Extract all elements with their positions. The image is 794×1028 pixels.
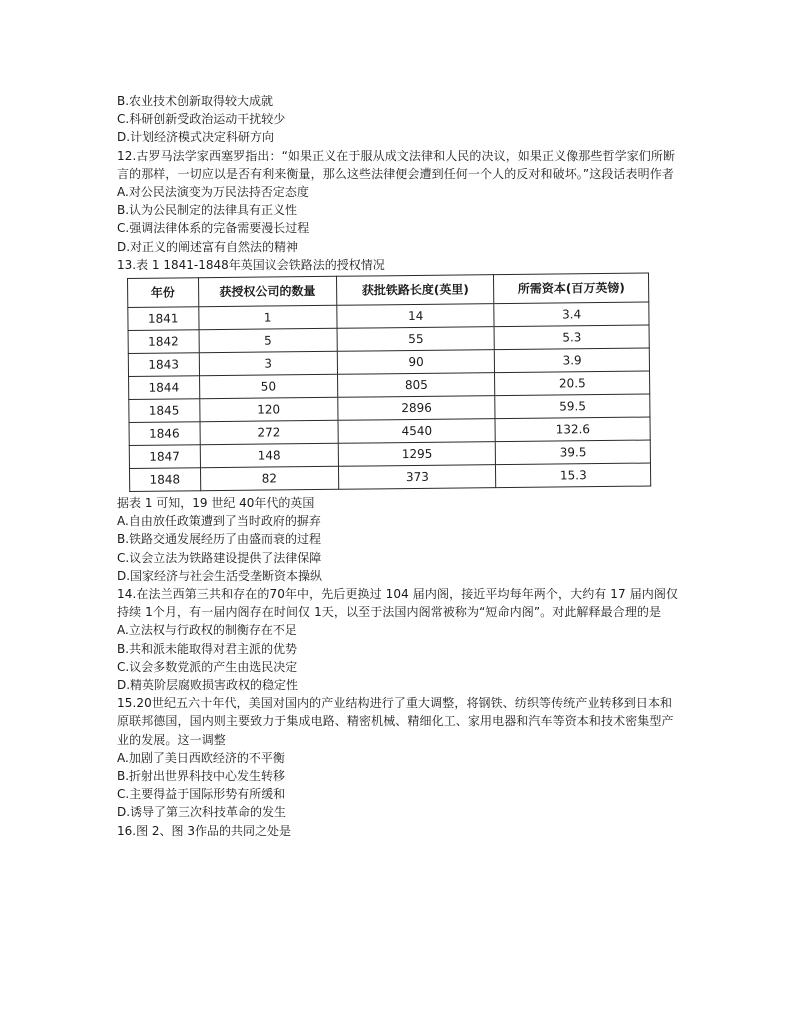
q15-option-a: A.加剧了美日西欧经济的不平衡 (117, 750, 285, 765)
q16-stem: 16.图 2、图 3作品的共同之处是 (117, 823, 291, 838)
cell-railway-length: 4540 (338, 419, 496, 444)
q13-stem: 13.表 1 1841-1848年英国议会铁路法的授权情况 (117, 257, 385, 272)
cell-company-count: 272 (200, 420, 339, 444)
exam-page (117, 92, 682, 840)
q13-option-d: D.国家经济与社会生活受垄断资本操纵 (117, 568, 323, 583)
question-16 (117, 822, 682, 840)
cell-year: 1845 (129, 399, 200, 423)
cell-railway-length: 90 (337, 350, 495, 375)
q12-option-c: C.强调法律体系的完备需要漫长过程 (117, 221, 310, 236)
header-company-count: 获授权公司的数量 (198, 276, 337, 306)
q12-option-b: B.认为公民制定的法律具有正义性 (117, 203, 298, 218)
question-15 (117, 694, 682, 821)
cell-capital: 132.6 (495, 417, 650, 442)
cell-year: 1841 (128, 307, 199, 331)
header-capital: 所需资本(百万英镑) (494, 273, 649, 304)
question-13 (117, 256, 682, 585)
q11-option-b: B.农业技术创新取得较大成就 (117, 94, 274, 108)
q14-option-a: A.立法权与行政权的制衡存在不足 (117, 623, 297, 638)
q15-stem: 15.20世纪五六十年代，美国对国内的产业结构进行了重大调整，将钢铁、纺织等传统产业转移到日本和原联邦德国，国内则主要致力于集成电路、精密机械、精细化工、家用电器和汽车等资本和技术密集型产业的发展。这一调整 (117, 696, 674, 747)
q12-stem: 12.古罗马法学家西塞罗指出：“如果正义在于服从成文法律和人民的决议，如果正义像那些哲学家们所断言的那样，一切应以是否有利来衡量，那么这些法律便会遭到任何一个人的反对和破坏。”这段话表明作者 (117, 148, 676, 181)
q12-option-d: D.对正义的阐述富有自然法的精神 (117, 239, 299, 254)
q15-option-c: C.主要得益于国际形势有所缓和 (117, 787, 286, 802)
q14-option-d: D.精英阶层腐败损害政权的稳定性 (117, 678, 299, 693)
cell-railway-length: 805 (338, 373, 496, 398)
cell-year: 1842 (128, 330, 199, 354)
cell-capital: 3.9 (495, 348, 650, 373)
table-row (129, 463, 650, 491)
cell-capital: 39.5 (496, 440, 651, 465)
header-railway-length: 获批铁路长度(英里) (337, 275, 495, 306)
q14-stem: 14.在法兰西第三共和存在的70年中，先后更换过 104 届内阁，接近平均每年两个，大约有 17 届内阁仅持续 1个月，有一届内阁存在时间仅 1天，以至于法国内阁常被称为“短命内阁”。对此解释最合理的是 (117, 587, 679, 620)
cell-railway-length: 55 (337, 327, 495, 352)
q15-option-d: D.诱导了第三次科技革命的发生 (117, 805, 287, 820)
railway-authorization-table (127, 273, 651, 492)
cell-capital: 59.5 (495, 394, 650, 419)
cell-year: 1848 (129, 468, 200, 492)
q13-option-a: A.自由放任政策遭到了当时政府的摒弃 (117, 514, 321, 529)
cell-year: 1847 (129, 445, 200, 469)
q14-option-c: C.议会多数党派的产生由选民决定 (117, 659, 298, 674)
q13-option-c: C.议会立法为铁路建设提供了法律保障 (117, 550, 322, 565)
cell-capital: 3.4 (494, 302, 649, 327)
q13-option-b: B.铁路交通发展经历了由盛而衰的过程 (117, 532, 322, 547)
cell-capital: 15.3 (496, 463, 651, 488)
cell-company-count: 50 (199, 374, 338, 398)
q13-question: 据表 1 可知，19 世纪 40年代的英国 (117, 496, 315, 511)
cell-company-count: 82 (200, 466, 339, 490)
q15-option-b: B.折射出世界科技中心发生转移 (117, 769, 286, 784)
cell-year: 1846 (129, 422, 200, 446)
q12-option-a: A.对公民法演变为万民法持否定态度 (117, 185, 309, 200)
cell-railway-length: 1295 (338, 442, 496, 467)
q11-option-c: C.科研创新受政治运动干扰较少 (117, 112, 286, 127)
railway-table-wrap (127, 278, 649, 492)
cell-company-count: 120 (199, 397, 338, 421)
cell-capital: 5.3 (494, 325, 649, 350)
header-year: 年份 (128, 278, 199, 308)
cell-company-count: 1 (198, 305, 337, 329)
cell-railway-length: 2896 (338, 396, 496, 421)
cell-year: 1844 (129, 376, 200, 400)
cell-year: 1843 (128, 353, 199, 377)
question-14 (117, 585, 682, 694)
q14-option-b: B.共和派未能取得对君主派的优势 (117, 641, 298, 656)
cell-company-count: 3 (199, 351, 338, 375)
q11-options (117, 92, 682, 147)
q11-option-d: D.计划经济模式决定科研方向 (117, 130, 275, 145)
cell-capital: 20.5 (495, 371, 650, 396)
cell-company-count: 148 (200, 443, 339, 467)
question-12 (117, 147, 682, 256)
cell-company-count: 5 (199, 328, 338, 352)
cell-railway-length: 14 (337, 304, 495, 329)
cell-railway-length: 373 (339, 465, 497, 490)
